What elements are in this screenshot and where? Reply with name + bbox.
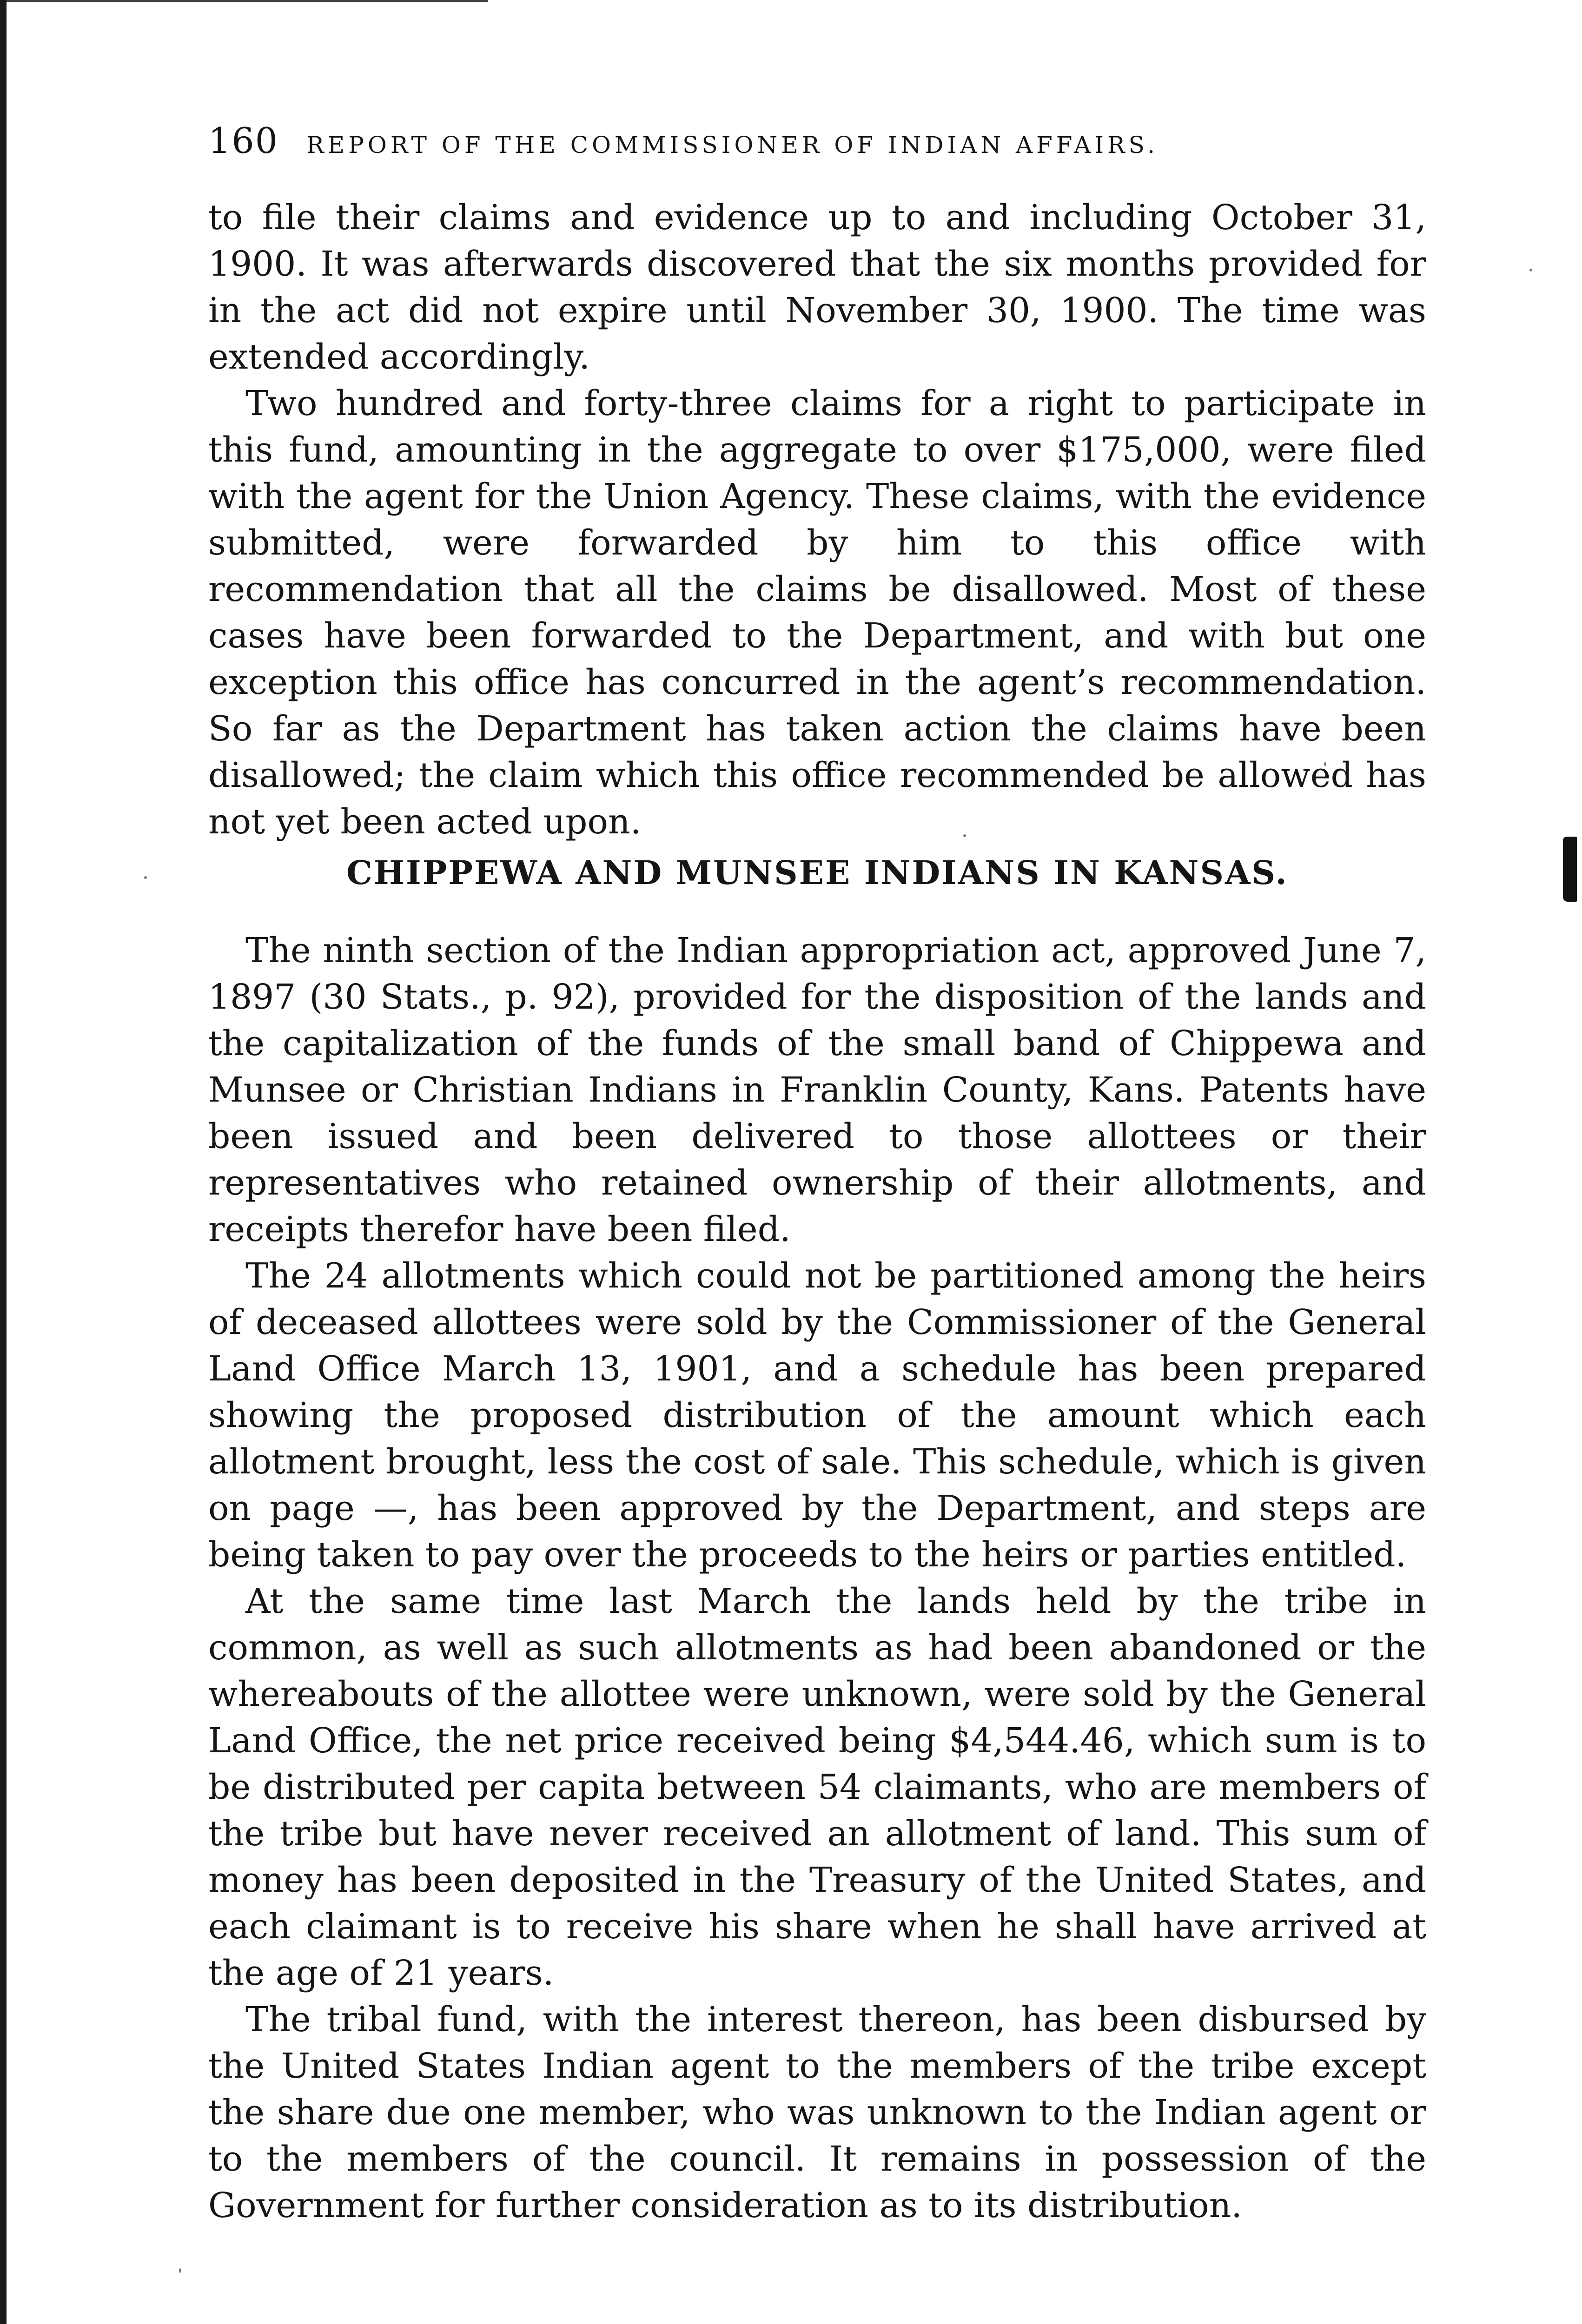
paragraph-claims: Two hundred and forty-three claims for a right to participate in this fund, amounting in the aggregate to over $175,000, were filed with the agent for the Union Agency. These claims, with the evidence submitted, were forwarded by him to this office with recommendation that all the claims be disallowed. Most of these cases have been forwarded to the Department, and with but one exception this office has concurred in the agent’s recommendation. So far as the Department has taken action the claims have been disallowed; the claim which this office recommended be allowed has not yet been acted upon. (208, 383, 1426, 842)
paragraph-continued: to file their claims and evidence up to and including October 31, 1900. It was afterwards discovered that the six months provided for in the act did not expire until November 30, 1900. The time was extended accordingly. (208, 198, 1426, 377)
section-body (208, 927, 1426, 2229)
ink-speck (179, 2268, 181, 2273)
section-heading: CHIPPEWA AND MUNSEE INDIANS IN KANSAS. (346, 853, 1288, 892)
paragraph-ninth-section: The ninth section of the Indian appropriation act, approved June 7, 1897 (30 Stats., p. 92), provided for the disposition of the lands and the capitalization of the funds of the small band of Chippewa and Munsee or Christian Indians in Franklin County, Kans. Patents have been issued and been delivered to those allottees or their representatives who retained ownership of their allotments, and receipts therefor have been filed. (208, 931, 1426, 1249)
page-number: 160 (208, 120, 279, 161)
right-margin-ink-mark (1563, 837, 1577, 902)
running-title: REPORT OF THE COMMISSIONER OF INDIAN AFFAIRS. (306, 132, 1159, 158)
paragraph-common-lands: At the same time last March the lands held by the tribe in common, as well as such allotments as had been abandoned or the whereabouts of the allottee were unknown, were sold by the General Land Office, the net price received being $4,544.46, which sum is to be distributed per capita between 54 claimants, who are members of the tribe but have never received an allotment of land. This sum of money has been deposited in the Treasury of the United States, and each claimant is to receive his share when he shall have arrived at the age of 21 years. (208, 1581, 1426, 1993)
ink-speck (144, 876, 147, 879)
paragraph-tribal-fund: The tribal fund, with the interest thereon, has been disbursed by the United States Indian agent to the members of the tribe except the share due one member, who was unknown to the Indian agent or to the members of the council. It remains in possession of the Government for further consideration as to its distribution. (208, 2000, 1426, 2225)
continued-text-block (208, 194, 1426, 845)
ink-speck (1529, 269, 1532, 271)
top-edge-line (0, 0, 488, 2)
left-scan-border (0, 0, 7, 2324)
section-heading-block (208, 850, 1426, 896)
running-head (208, 120, 1426, 171)
paragraph-allotments-sold: The 24 allotments which could not be partitioned among the heirs of deceased allottees were sold by the Commissioner of the General Land Office March 13, 1901, and a schedule has been prepared showing the proposed distribution of the amount which each allotment brought, less the cost of sale. This schedule, which is given on page —, has been approved by the Department, and steps are being taken to pay over the proceeds to the heirs or parties entitled. (208, 1256, 1426, 1575)
